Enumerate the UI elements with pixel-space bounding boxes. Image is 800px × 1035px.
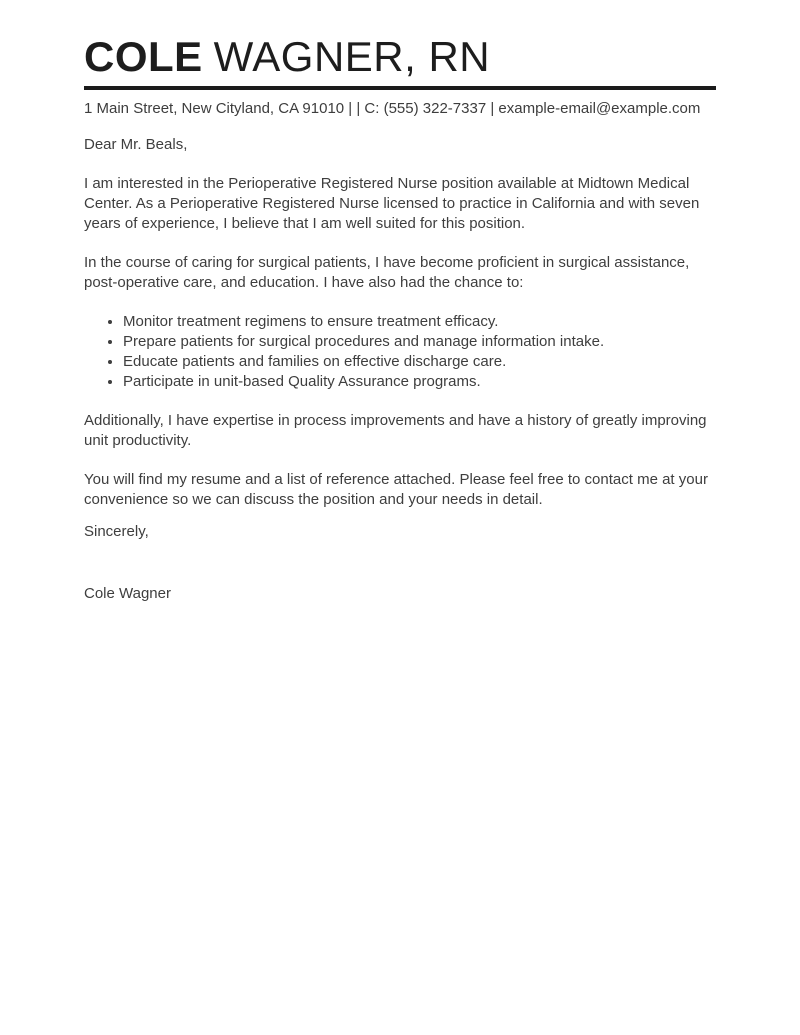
contact-info: 1 Main Street, New Cityland, CA 91010 | | C: (555) 322-7337 | example-email@example.com <box>84 100 701 117</box>
letterhead <box>84 34 716 120</box>
paragraph-experience: In the course of caring for surgical patients, I have become proficient in surgical assistance, post-operative care, and education. I have also had the chance to: <box>84 254 690 291</box>
paragraph-call-to-action: You will find my resume and a list of reference attached. Please feel free to contact me at your convenience so we can discuss the position and your needs in detail. <box>84 471 708 508</box>
skills-bullet-list <box>84 312 716 392</box>
header-divider <box>84 86 716 90</box>
bullet-item: • Prepare patients for surgical procedures and manage information intake. <box>123 332 716 352</box>
bullet-item: • Participate in unit-based Quality Assurance programs. <box>123 372 716 392</box>
salutation: Dear Mr. Beals, <box>84 136 188 153</box>
bullet-item: • Monitor treatment regimens to ensure treatment efficacy. <box>123 312 716 332</box>
bullet-item: • Educate patients and families on effective discharge care. <box>123 352 716 372</box>
candidate-last-name-credentials: WAGNER, RN <box>213 33 491 80</box>
letter-body <box>84 135 716 604</box>
paragraph-intro: I am interested in the Perioperative Registered Nurse position available at Midtown Medical Center. As a Perioperative Registered Nurse licensed to practice in California and with seven years of experience, I believe that I am well suited for this position. <box>84 175 700 232</box>
signature-name: Cole Wagner <box>84 585 171 602</box>
candidate-first-name: COLE <box>84 33 203 80</box>
paragraph-additional: Additionally, I have expertise in process improvements and have a history of greatly improving unit productivity. <box>84 412 707 449</box>
candidate-name <box>84 34 716 80</box>
closing: Sincerely, <box>84 523 149 540</box>
